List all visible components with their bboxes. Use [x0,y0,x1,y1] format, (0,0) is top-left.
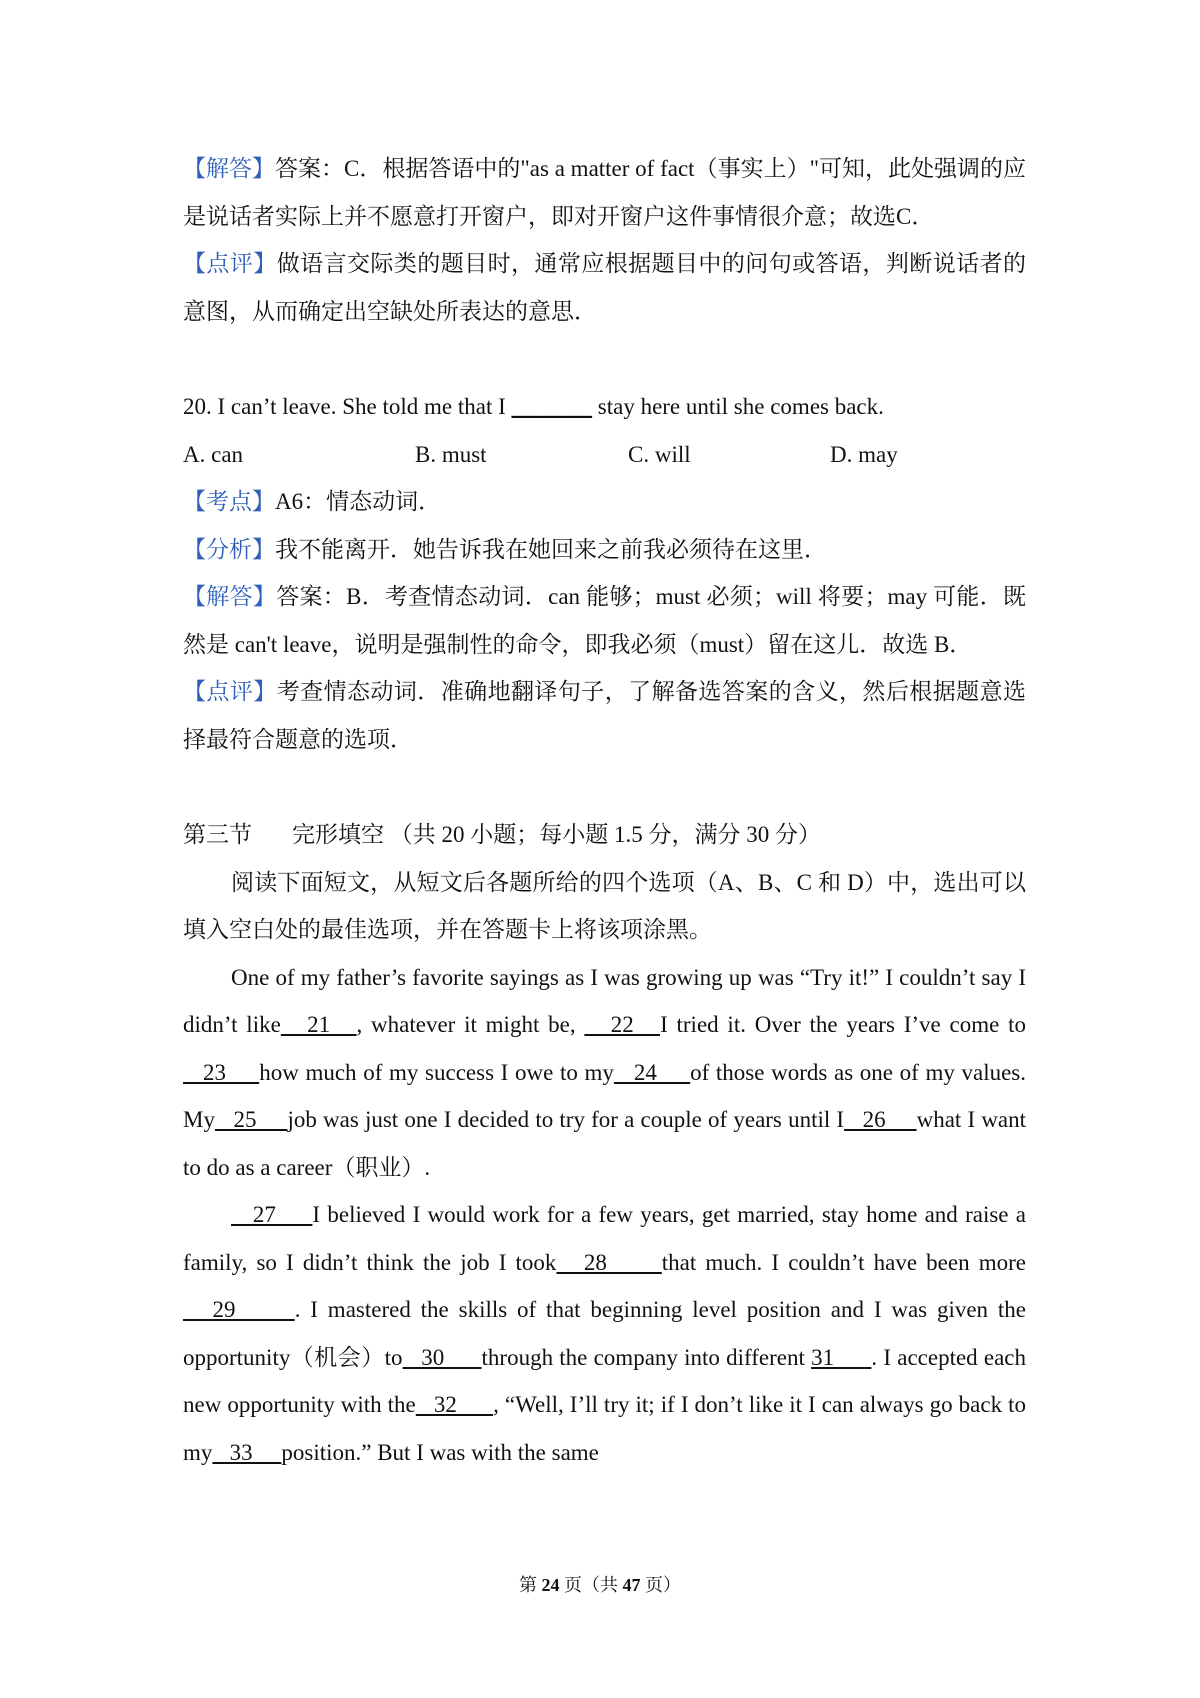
cloze-blank: 33 [212,1439,282,1465]
passage-paragraph-2: 27 I believed I would work for a few years, get married, stay home and raise a family, so I didn’t think the job I took 28 that much. I couldn’t have been more 29 . I mastered the skills of that beginning level position and I was given the opportunity（机会）to 30 through the company into different 31 . I accepted each new opportunity with the 32 , “Well, I’ll try it; if I don’t like it I can always go back to my 33 position.” But I was with the same [183,1202,1027,1465]
comment-tag: 【点评】 [183,251,277,276]
q19-comment [183,240,1026,335]
option-d: D. may [830,441,898,467]
answer-text: 答案：C．根据答语中的"as a matter of fact（事实上）"可知，此处强调的应是说话者实际上并不愿意打开窗户，即对开窗户这件事情很介意；故选C． [183,156,1027,229]
q20-stem: 20. I can’t leave. She told me that I _______ stay here until she comes back. [183,394,884,419]
cloze-blank: 21 [280,1012,357,1037]
answer-tag: 【解答】 [183,584,277,609]
page-footer: 第 24 页（共 47 页） [519,1575,681,1595]
q19-answer [183,145,1026,240]
cloze-blank: 32 [415,1392,494,1417]
comment-text: 做语言交际类的题目时，通常应根据题目中的问句或答语，判断说话者的意图，从而确定出空缺处所表达的意思． [183,251,1027,324]
fenxi-tag: 【分析】 [183,536,275,562]
cloze-blank: 27 [231,1202,313,1227]
cloze-blank: 25 [214,1107,288,1132]
option-c: C. will [628,441,691,467]
section-title: 第三节 完形填空 （共 20 小题；每小题 1.5 分，满分 30 分） [183,822,821,847]
cloze-blank: 24 [613,1059,691,1085]
q20-answer: 【解答】答案：B．考查情态动词．can 能够；must 必须；will 将要；may 可能．既然是 can't leave，说明是强制性的命令，即我必须（must）留在这儿．故选 B． [183,584,1027,657]
q20-options [183,431,1026,479]
cloze-blank: 28 [556,1249,662,1275]
option-b: B. must [415,441,487,467]
answer-tag: 【解答】 [183,156,276,181]
q20-comment: 【点评】考查情态动词．准确地翻译句子，了解备选答案的含义，然后根据题意选择最符合题意的选项． [183,679,1027,752]
section-instructions: 阅读下面短文，从短文后各题所给的四个选项（A、B、C 和 D）中，选出可以填入空白处的最佳选项，并在答题卡上将该项涂黑。 [183,869,1026,942]
page-total: 47 [622,1575,641,1595]
cloze-blank: 26 [844,1107,917,1132]
option-a: A. can [183,441,244,467]
cloze-blank: 29 [183,1297,295,1322]
page-number: 24 [541,1575,560,1595]
cloze-blank: 22 [584,1012,661,1037]
q20-blank: _______ [511,394,593,419]
passage-paragraph-1: One of my father’s favorite sayings as I was growing up was “Try it!” I couldn’t say I didn’t like 21 , whatever it might be, 22 I tried it. Over the years I’ve come to 23 how much of my success I owe to my 24 of those words as one of my values. My 25 job was just one I decided to try for a couple of years until I 26 what I want to do as a career（职业）. [183,964,1027,1180]
cloze-blank: 30 [402,1344,482,1370]
cloze-blank: 31 [811,1344,872,1370]
cloze-blank: 23 [183,1059,260,1085]
comment-tag: 【点评】 [183,679,277,704]
kaodian-tag: 【考点】 [183,489,275,514]
q20-kaodian: 【考点】A6：情态动词． [183,489,442,514]
q20-fenxi: 【分析】我不能离开．她告诉我在她回来之前我必须待在这里． [183,536,827,562]
